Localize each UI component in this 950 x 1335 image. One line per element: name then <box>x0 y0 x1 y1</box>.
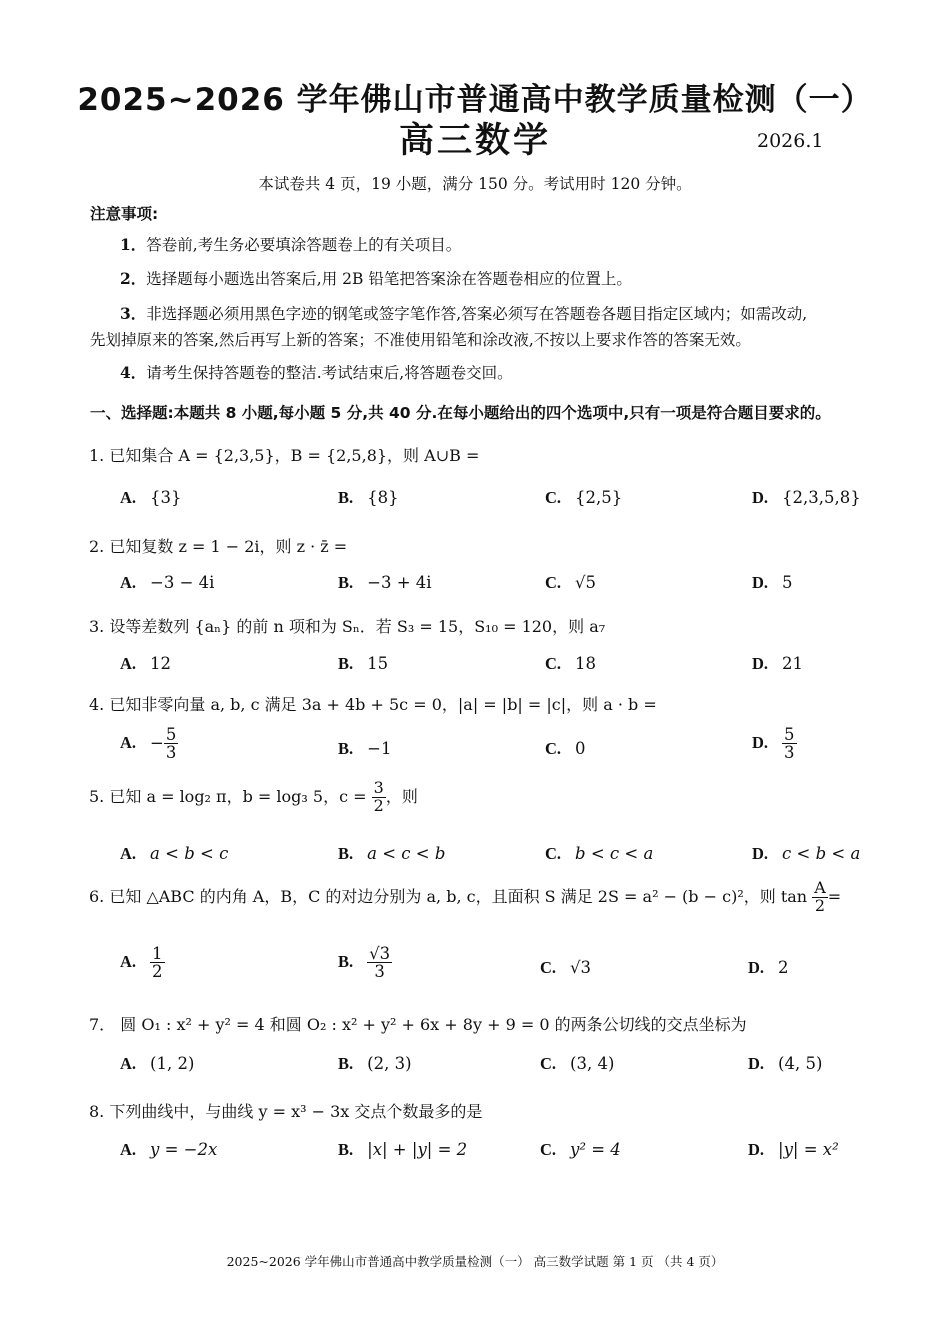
question-number: 6. <box>89 886 105 906</box>
note-text-continued: 先划掉原来的答案,然后再写上新的答案；不准使用铅笔和涂改液,不按以上要求作答的答案无效。 <box>90 331 751 349</box>
fraction <box>367 945 392 981</box>
option-text: {8} <box>367 488 399 507</box>
option-text: 12 <box>150 654 172 673</box>
fraction-denominator: 2 <box>814 895 826 915</box>
option-text: −3 − 4i <box>150 573 215 592</box>
option-text: 15 <box>367 654 389 673</box>
section-heading: 一、选择题:本题共 8 小题,每小题 5 分,共 40 分.在每小题给出的四个选项中,只有一项是符合题目要求的。 <box>90 404 831 422</box>
option-a[interactable] <box>120 654 171 674</box>
option-b[interactable] <box>338 1054 412 1074</box>
option-label: D. <box>752 488 769 507</box>
option-label: B. <box>338 488 354 507</box>
fraction-numerator: A <box>814 878 826 897</box>
option-label: C. <box>540 1140 557 1159</box>
question-text-end: ，则 <box>385 786 418 806</box>
option-label: D. <box>748 958 765 977</box>
option-c[interactable] <box>545 654 596 674</box>
fraction <box>372 780 386 815</box>
option-label: D. <box>748 1140 765 1159</box>
option-label: D. <box>752 573 769 592</box>
note-number: 2． <box>120 269 147 288</box>
question-stem <box>89 780 418 815</box>
option-c[interactable] <box>540 1054 614 1074</box>
note-number: 3． <box>120 304 147 323</box>
question-stem <box>89 880 841 915</box>
option-label: D. <box>752 733 769 753</box>
option-b[interactable] <box>338 739 391 759</box>
option-b[interactable] <box>338 654 388 674</box>
option-d[interactable] <box>748 958 789 978</box>
question-stem <box>89 692 657 715</box>
question-stem <box>89 534 347 557</box>
note-item <box>120 267 632 289</box>
option-label: A. <box>120 952 137 972</box>
note-item <box>120 302 807 324</box>
fraction-denominator: 3 <box>784 743 795 763</box>
option-text: 21 <box>782 654 804 673</box>
option-a[interactable] <box>120 573 214 593</box>
option-label: B. <box>338 1054 354 1073</box>
fraction <box>812 880 828 915</box>
option-c[interactable] <box>540 1140 621 1160</box>
option-text: a < c < b <box>367 844 446 863</box>
option-a[interactable] <box>120 1054 194 1074</box>
question-text-end: = <box>827 886 842 906</box>
fraction <box>164 726 179 762</box>
question-number: 8. <box>89 1102 105 1121</box>
fraction-denominator: 2 <box>152 962 163 982</box>
option-text: √3 <box>570 958 592 977</box>
option-text: − <box>150 733 164 753</box>
question-text: 已知 a = log₂ π，b = log₃ 5，c = <box>109 786 367 806</box>
question-text: 设等差数列 {aₙ} 的前 n 项和为 Sₙ．若 S₃ = 15，S₁₀ = 120，则 a₇ <box>109 617 606 636</box>
option-d[interactable] <box>752 654 803 674</box>
option-label: A. <box>120 844 137 863</box>
fraction-numerator: 1 <box>152 944 163 963</box>
option-b[interactable] <box>338 844 445 864</box>
option-text: {3} <box>150 488 182 507</box>
option-label: A. <box>120 488 137 507</box>
option-text: −1 <box>367 739 392 758</box>
option-c[interactable] <box>545 844 653 864</box>
question-stem <box>89 614 605 637</box>
option-label: C. <box>545 488 562 507</box>
option-c[interactable] <box>545 739 586 759</box>
option-b[interactable] <box>338 573 432 593</box>
question-number: 2. <box>89 537 105 556</box>
option-label: C. <box>540 958 557 977</box>
question-text: 圆 O₁ : x² + y² = 4 和圆 O₂ : x² + y² + 6x + 8y + 9 = 0 的两条公切线的交点坐标为 <box>120 1015 747 1034</box>
option-label: B. <box>338 739 354 758</box>
option-c[interactable] <box>545 573 596 593</box>
note-text: 选择题每小题选出答案后,用 2B 铅笔把答案涂在答题卷相应的位置上。 <box>146 270 632 288</box>
option-text: 18 <box>575 654 597 673</box>
option-label: A. <box>120 733 137 753</box>
fraction-numerator: √3 <box>369 944 391 963</box>
option-label: D. <box>748 1054 765 1073</box>
page-footer: 2025~2026 学年佛山市普通高中教学质量检测（一） 高三数学试题 第 1 页 （共 4 页） <box>226 1254 724 1269</box>
option-text: (4, 5) <box>778 1054 823 1073</box>
question-number: 1. <box>89 446 105 465</box>
question-stem <box>89 1099 482 1122</box>
option-label: C. <box>545 739 562 758</box>
option-d[interactable] <box>752 726 797 762</box>
option-label: A. <box>120 654 137 673</box>
option-label: B. <box>338 654 354 673</box>
option-label: C. <box>545 654 562 673</box>
note-number: 1． <box>120 235 147 254</box>
exam-date: 2026.1 <box>757 130 824 152</box>
option-text: c < b < a <box>782 844 861 863</box>
option-label: B. <box>338 844 354 863</box>
option-a[interactable] <box>120 726 178 762</box>
question-text: 下列曲线中，与曲线 y = x³ − 3x 交点个数最多的是 <box>109 1102 483 1121</box>
option-a[interactable] <box>120 488 182 508</box>
question-number: 7． <box>89 1015 116 1034</box>
fraction-numerator: 3 <box>373 778 384 797</box>
fraction-denominator: 3 <box>165 743 177 763</box>
question-text: 已知复数 z = 1 − 2i，则 z · z̄ = <box>109 537 348 556</box>
option-text: {2,5} <box>575 488 623 507</box>
option-c[interactable] <box>540 958 591 978</box>
option-a[interactable] <box>120 945 165 981</box>
fraction-numerator: 5 <box>784 725 795 744</box>
fraction-denominator: 2 <box>373 795 384 815</box>
option-text: a < b < c <box>150 844 229 863</box>
fraction <box>782 726 797 762</box>
option-label: C. <box>545 844 562 863</box>
note-number: 4． <box>120 363 147 382</box>
option-label: B. <box>338 573 354 592</box>
option-label: B. <box>338 1140 354 1159</box>
option-text: (3, 4) <box>570 1054 615 1073</box>
question-text: 已知 △ABC 的内角 A，B，C 的对边分别为 a, b, c，且面积 S 满足 2S = a² − (b − c)²，则 tan <box>109 886 808 906</box>
option-text: 5 <box>782 573 793 592</box>
option-d[interactable] <box>752 573 793 593</box>
question-stem <box>89 1012 747 1035</box>
option-text: y² = 4 <box>570 1140 621 1159</box>
option-d[interactable] <box>748 1140 839 1160</box>
subject-title: 高三数学 <box>398 121 551 161</box>
option-label: C. <box>540 1054 557 1073</box>
option-text: 0 <box>575 739 586 758</box>
option-d[interactable] <box>752 488 861 508</box>
option-text: b < c < a <box>575 844 654 863</box>
option-label: B. <box>338 952 354 972</box>
notes-title: 注意事项: <box>90 205 159 223</box>
question-text: 已知集合 A = {2,3,5}，B = {2,5,8}，则 A∪B = <box>109 446 480 465</box>
option-text: 2 <box>778 958 789 977</box>
option-c[interactable] <box>545 488 622 508</box>
option-text: (2, 3) <box>367 1054 412 1073</box>
option-text: |x| + |y| = 2 <box>367 1140 468 1159</box>
question-stem <box>89 443 479 466</box>
question-number: 4. <box>89 695 105 714</box>
exam-info: 本试卷共 4 页，19 小题，满分 150 分。考试用时 120 分钟。 <box>258 175 692 193</box>
exam-title: 2025~2026 学年佛山市普通高中教学质量检测（一） <box>77 82 873 118</box>
option-a[interactable] <box>120 844 228 864</box>
option-text: {2,3,5,8} <box>782 488 861 507</box>
note-text: 非选择题必须用黑色字迹的钢笔或签字笔作答,答案必须写在答题卷各题目指定区域内；如需改动, <box>146 305 808 323</box>
option-text: (1, 2) <box>150 1054 195 1073</box>
fraction-denominator: 3 <box>374 962 385 982</box>
option-label: C. <box>545 573 562 592</box>
note-item <box>120 361 513 383</box>
option-text: −3 + 4i <box>367 573 432 592</box>
note-text: 请考生保持答题卷的整洁.考试结束后,将答题卷交回。 <box>146 364 513 382</box>
option-b[interactable] <box>338 945 392 981</box>
option-text: |y| = x² <box>778 1140 839 1159</box>
fraction-numerator: 5 <box>165 725 177 744</box>
fraction <box>150 945 165 981</box>
question-text: 已知非零向量 a, b, c 满足 3a + 4b + 5c = 0，|a| = |b| = |c|，则 a · b = <box>109 695 657 714</box>
option-text: y = −2x <box>150 1140 218 1159</box>
option-b[interactable] <box>338 1140 467 1160</box>
option-b[interactable] <box>338 488 399 508</box>
note-item <box>120 233 461 255</box>
question-number: 5. <box>89 786 105 806</box>
option-d[interactable] <box>752 844 860 864</box>
option-a[interactable] <box>120 1140 217 1160</box>
option-text: √5 <box>575 573 597 592</box>
option-d[interactable] <box>748 1054 822 1074</box>
option-label: A. <box>120 573 137 592</box>
question-number: 3. <box>89 617 105 636</box>
option-label: A. <box>120 1140 137 1159</box>
option-label: D. <box>752 654 769 673</box>
option-label: A. <box>120 1054 137 1073</box>
note-text: 答卷前,考生务必要填涂答题卷上的有关项目。 <box>146 236 462 254</box>
option-label: D. <box>752 844 769 863</box>
